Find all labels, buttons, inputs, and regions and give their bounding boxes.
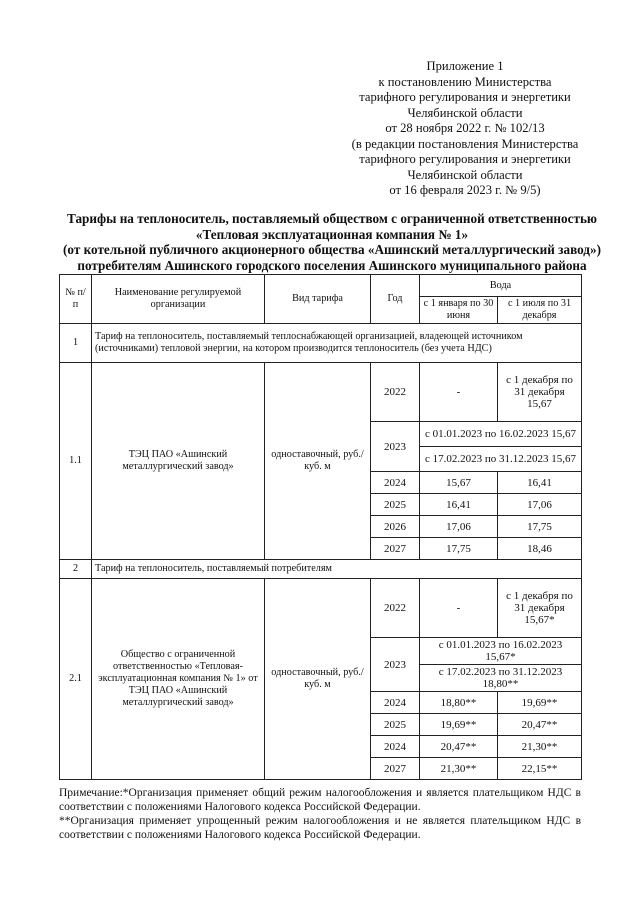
tariff-second-half: 17,06 <box>498 494 582 516</box>
year-cell: 2022 <box>371 363 420 422</box>
tariff-second-half: 21,30** <box>498 736 582 758</box>
header-line: Челябинской области <box>407 167 523 182</box>
organization-name: ТЭЦ ПАО «Ашинский металлургический завод» <box>92 363 265 560</box>
year-cell: 2025 <box>371 494 420 516</box>
tariff-first-half: 21,30** <box>420 758 498 780</box>
row-number: 2.1 <box>60 579 92 780</box>
section-text: Тариф на теплоноситель, поставляемый теплоснабжающей организацией, владеющей источником (источниками) тепловой энергии, на котором производится теплоноситель (без учета НДС) <box>92 324 582 363</box>
document-title <box>40 211 624 273</box>
tariff-first-half: 20,47** <box>420 736 498 758</box>
tariff-table <box>59 274 582 780</box>
year-cell: 2027 <box>371 758 420 780</box>
header-line: тарифного регулирования и энергетики <box>359 152 571 166</box>
year-cell: 2023 <box>371 638 420 692</box>
tariff-second-half: 17,75 <box>498 516 582 538</box>
tariff-first-half: 19,69** <box>420 714 498 736</box>
tariff-first-half: 18,80** <box>420 692 498 714</box>
table-row <box>60 579 582 638</box>
title-line: Тарифы на теплоноситель, поставляемый обществом с ограниченной ответственностью <box>67 211 597 226</box>
col-header-second-half: с 1 июля по 31 декабря <box>498 297 582 324</box>
year-cell: 2022 <box>371 579 420 638</box>
organization-name: Общество с ограниченной ответственностью «Тепловая-эксплуатационная компания № 1» от ТЭЦ ПАО «Ашинский металлургический завод» <box>92 579 265 780</box>
tariff-type: одноставочный, руб./куб. м <box>265 363 371 560</box>
col-header-type: Вид тарифа <box>265 275 371 324</box>
col-header-water: Вода <box>420 275 582 297</box>
footnote-vat-payer: Примечание:*Организация применяет общий режим налогообложения и является плательщиком НДС в соответствии с положениями Налогового кодекса Российской Федерации. <box>59 787 581 813</box>
tariff-first-half: 16,41 <box>420 494 498 516</box>
section-number: 2 <box>60 560 92 579</box>
title-line: (от котельной публичного акционерного общества «Ашинский металлургический завод») <box>63 242 601 257</box>
tariff-second-half: 19,69** <box>498 692 582 714</box>
header-line: Челябинской области <box>407 105 523 120</box>
col-header-num: № п/п <box>60 275 92 324</box>
year-cell: 2023 <box>371 422 420 472</box>
section-text: Тариф на теплоноситель, поставляемый потребителям <box>92 560 582 579</box>
year-cell: 2026 <box>371 516 420 538</box>
tariff-second-half: 18,46 <box>498 538 582 560</box>
tariff-first-half: 15,67 <box>420 472 498 494</box>
header-line: тарифного регулирования и энергетики <box>359 90 571 104</box>
col-header-org: Наименование регулируемой организации <box>92 275 265 324</box>
tariff-type: одноставочный, руб./куб. м <box>265 579 371 780</box>
tariff-second-half: 16,41 <box>498 472 582 494</box>
tariff-first-half: - <box>420 579 498 638</box>
section-number: 1 <box>60 324 92 363</box>
tariff-second-half: 22,15** <box>498 758 582 780</box>
tariff-second-half: 20,47** <box>498 714 582 736</box>
tariff-first-half: - <box>420 363 498 422</box>
section-row <box>60 324 582 363</box>
title-line: потребителям Ашинского городского поселения Ашинского муниципального района <box>77 257 587 273</box>
year-cell: 2024 <box>371 736 420 758</box>
appendix-header <box>300 59 630 199</box>
tariff-period-a: с 01.01.2023 по 16.02.2023 15,67* <box>420 638 582 665</box>
section-row <box>60 560 582 579</box>
tariff-period-a: с 01.01.2023 по 16.02.2023 15,67 <box>420 422 582 447</box>
tariff-first-half: 17,75 <box>420 538 498 560</box>
tariff-period-b: с 17.02.2023 по 31.12.2023 15,67 <box>420 447 582 472</box>
header-line: (в редакции постановления Министерства <box>351 136 579 151</box>
year-cell: 2025 <box>371 714 420 736</box>
col-header-year: Год <box>371 275 420 324</box>
title-line: «Тепловая эксплуатационная компания № 1» <box>195 226 469 242</box>
tariff-second-half: с 1 декабря по 31 декабря 15,67* <box>498 579 582 638</box>
row-number: 1.1 <box>60 363 92 560</box>
tariff-first-half: 17,06 <box>420 516 498 538</box>
footnote-simplified-tax: **Организация применяет упрощенный режим налогообложения и не является плательщиком НДС в соответствии с положениями Налогового кодекса Российской Федерации. <box>59 815 581 841</box>
tariff-second-half: с 1 декабря по 31 декабря 15,67 <box>498 363 582 422</box>
header-line: Приложение 1 <box>426 59 504 73</box>
tariff-period-b: с 17.02.2023 по 31.12.2023 18,80** <box>420 665 582 692</box>
footnotes <box>59 787 581 843</box>
table-row <box>60 363 582 422</box>
header-line: к постановлению Министерства <box>378 74 552 89</box>
year-cell: 2024 <box>371 472 420 494</box>
header-line: от 16 февраля 2023 г. № 9/5) <box>389 183 541 197</box>
year-cell: 2024 <box>371 692 420 714</box>
header-line: от 28 ноября 2022 г. № 102/13 <box>385 121 545 135</box>
year-cell: 2027 <box>371 538 420 560</box>
col-header-first-half: с 1 января по 30 июня <box>420 297 498 324</box>
